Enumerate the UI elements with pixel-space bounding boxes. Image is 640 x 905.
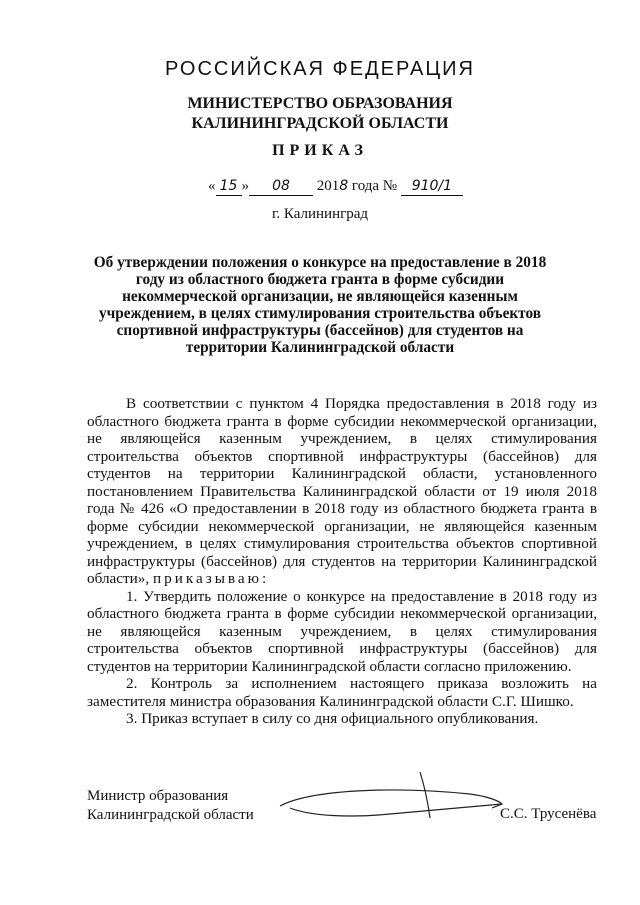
ministry-header: [0, 94, 640, 134]
document-title: Об утверждении положения о конкурсе на предоставление в 2018 году из областного бюджета гранта в форме субсидии некоммерческой организации, не являющейся казенным учреждением, в целях стимулирования строительства объектов спортивной инфраструктуры (бассейнов) для студентов на территории Калининградской области: [93, 254, 547, 356]
position-line-1: Министр образования: [87, 788, 229, 804]
order-word: приказываю:: [152, 570, 270, 587]
ministry-line-2: КАЛИНИНГРАДСКОЙ ОБЛАСТИ: [191, 115, 449, 132]
date-number-line: [208, 178, 463, 196]
signatory-position: [87, 787, 254, 825]
city: г. Калининград: [271, 206, 369, 222]
ministry-line-1: МИНИСТЕРСТВО ОБРАЗОВАНИЯ: [187, 95, 453, 112]
order-number-field: [401, 178, 463, 196]
close-quote: »: [241, 178, 249, 194]
preamble-paragraph: [87, 395, 597, 588]
year-prefix: 201: [316, 178, 340, 194]
handwritten-signature: [270, 768, 510, 828]
open-quote: «: [208, 178, 216, 194]
position-line-2: Калининградской области: [87, 807, 254, 823]
order-number: 910/1: [411, 178, 453, 194]
order-item-2: 2. Контроль за исполнением настоящего приказа возложить на заместителя министра образования Калининградской области С.Г. Шишко.: [87, 675, 597, 710]
signatory-name: С.С. Трусенёва: [500, 806, 597, 822]
preamble-text: В соответствии с пунктом 4 Порядка предоставления в 2018 году из областного бюджета гранта в форме субсидии некоммерческой организации, не являющейся казенным учреждением, в целях стимулирования строительства объектов спортивной инфраструктуры (бассейнов) для студентов на территории Калининградской области, установленного постановлением Правительства Калининградской области от 19 июля 2018 года № 426 «О предоставлении в 2018 году из областного бюджета гранта в форме субсидии некоммерческой организации, не являющейся казенным учреждением, в целях стимулирования строительства объектов спортивной инфраструктуры (бассейнов) для студентов на территории Калининградской области»,: [87, 395, 597, 587]
order-item-3: 3. Приказ вступает в силу со дня официального опубликования.: [126, 710, 539, 727]
year-suffix: года №: [351, 178, 398, 194]
document-type: ПРИКАЗ: [272, 142, 368, 159]
document-body: [87, 395, 597, 728]
country-header: РОССИЙСКАЯ ФЕДЕРАЦИЯ: [165, 58, 475, 80]
date-day-field: [216, 178, 242, 196]
year-digit: 8: [339, 178, 349, 194]
date-day: 15: [219, 178, 238, 194]
order-item-1: 1. Утвердить положение о конкурсе на предоставление в 2018 году из областного бюджета гранта в форме субсидии некоммерческой организации, не являющейся казенным учреждением, в целях стимулирования строительства объектов спортивной инфраструктуры (бассейнов) для студентов на территории Калининградской области согласно приложению.: [87, 587, 597, 675]
date-month: 08: [272, 178, 290, 194]
date-month-field: [249, 178, 313, 196]
